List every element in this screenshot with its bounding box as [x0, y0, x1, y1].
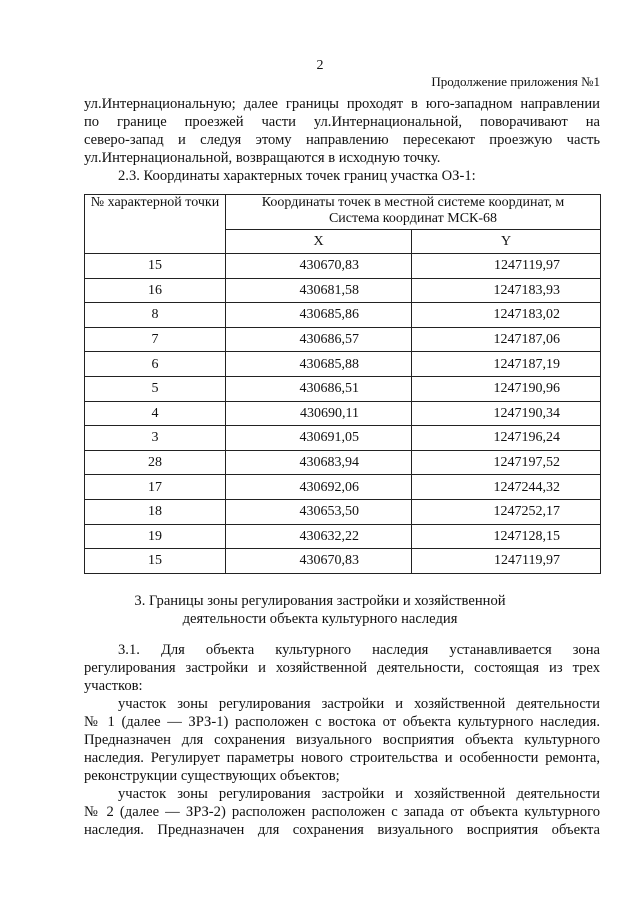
text-line: ул.Интернациональной, возвращаются в исходную точку. — [84, 150, 441, 166]
x-coordinate-cell: 430691,05 — [226, 426, 412, 451]
y-coordinate-cell: 1247252,17 — [412, 499, 601, 524]
coordinates-header-line1: Координаты точек в местной системе координат, м — [261, 195, 565, 210]
point-number-cell: 7 — [85, 327, 226, 352]
point-number-cell: 15 — [85, 254, 226, 279]
point-number-cell: 16 — [85, 278, 226, 303]
point-number-cell: 4 — [85, 401, 226, 426]
text-line: участок зоны регулирования застройки и хозяйственной деятельности — [118, 786, 600, 802]
point-number-cell: 19 — [85, 524, 226, 549]
table-body — [85, 254, 601, 574]
y-coordinate-cell: 1247187,06 — [412, 327, 601, 352]
x-coordinate-cell: 430686,57 — [226, 327, 412, 352]
point-number-cell: 28 — [85, 450, 226, 475]
y-coordinate-cell: 1247190,34 — [412, 401, 601, 426]
x-coordinate-cell: 430632,22 — [226, 524, 412, 549]
x-header: X — [226, 230, 412, 254]
text-line: № 1 (далее — ЗРЗ-1) расположен с востока от объекта культурного наследия. — [84, 714, 600, 730]
text-line: регулирования застройки и хозяйственной деятельности, состоящая из трех — [84, 660, 600, 676]
text-line: Предназначен для сохранения визуального восприятия объекта культурного — [84, 732, 600, 748]
table-row — [85, 426, 601, 451]
coordinates-subheading: 2.3. Координаты характерных точек границ участка ОЗ-1: — [118, 168, 476, 184]
text-line: реконструкции существующих объектов; — [84, 768, 340, 784]
table-row — [85, 303, 601, 328]
x-coordinate-cell: 430683,94 — [226, 450, 412, 475]
point-number-cell: 3 — [85, 426, 226, 451]
table-row — [85, 254, 601, 279]
x-coordinate-cell: 430692,06 — [226, 475, 412, 500]
text-line: участков: — [84, 678, 143, 694]
text-line: наследия. Предназначен для сохранения визуального восприятия объекта — [84, 822, 600, 838]
table-row — [85, 475, 601, 500]
x-coordinate-cell: 430690,11 — [226, 401, 412, 426]
y-coordinate-cell: 1247197,52 — [412, 450, 601, 475]
x-coordinate-cell: 430681,58 — [226, 278, 412, 303]
text-line: ул.Интернациональную; далее границы проходят в юго-западном направлении — [84, 96, 600, 112]
section-title-line1: 3. Границы зоны регулирования застройки и хозяйственной — [134, 593, 506, 609]
point-number-cell: 15 — [85, 549, 226, 574]
y-coordinate-cell: 1247196,24 — [412, 426, 601, 451]
x-coordinate-cell: 430685,86 — [226, 303, 412, 328]
y-header: Y — [412, 230, 601, 254]
point-number-cell: 8 — [85, 303, 226, 328]
point-number-cell: 5 — [85, 376, 226, 401]
x-coordinate-cell: 430670,83 — [226, 549, 412, 574]
y-coordinate-cell: 1247119,97 — [412, 549, 601, 574]
x-coordinate-cell: 430670,83 — [226, 254, 412, 279]
section-title-line2: деятельности объекта культурного наследия — [182, 611, 458, 627]
appendix-note: Продолжение приложения №1 — [431, 74, 600, 89]
y-coordinate-cell: 1247128,15 — [412, 524, 601, 549]
x-coordinate-cell: 430686,51 — [226, 376, 412, 401]
text-line: участок зоны регулирования застройки и хозяйственной деятельности — [118, 696, 600, 712]
y-coordinate-cell: 1247183,93 — [412, 278, 601, 303]
y-coordinate-cell: 1247190,96 — [412, 376, 601, 401]
text-line: по границе проезжей части ул.Интернациональной, поворачивают на — [84, 114, 600, 130]
page-number: 2 — [316, 58, 324, 73]
text-line: северо-запад и следуя этому направлению пересекают проезжую часть — [84, 132, 600, 148]
table-row — [85, 327, 601, 352]
y-coordinate-cell: 1247187,19 — [412, 352, 601, 377]
text-line: наследия. Регулирует параметры нового строительства и особенности ремонта, — [84, 750, 600, 766]
text-line: 3.1. Для объекта культурного наследия устанавливается зона — [118, 642, 600, 658]
point-number-cell: 17 — [85, 475, 226, 500]
table-row — [85, 499, 601, 524]
x-coordinate-cell: 430653,50 — [226, 499, 412, 524]
y-coordinate-cell: 1247183,02 — [412, 303, 601, 328]
table-row — [85, 450, 601, 475]
table-row — [85, 549, 601, 574]
table-row — [85, 376, 601, 401]
y-coordinate-cell: 1247119,97 — [412, 254, 601, 279]
coordinates-header-line2: Система координат МСК-68 — [328, 211, 498, 226]
text-line: № 2 (далее — ЗРЗ-2) расположен расположен с запада от объекта культурного — [84, 804, 600, 820]
table-row — [85, 352, 601, 377]
point-number-header: № характерной точки — [85, 195, 226, 254]
table-row — [85, 524, 601, 549]
coordinates-group-header — [226, 195, 601, 230]
coordinates-table — [84, 194, 601, 574]
table-row — [85, 401, 601, 426]
x-coordinate-cell: 430685,88 — [226, 352, 412, 377]
point-number-cell: 6 — [85, 352, 226, 377]
table-row — [85, 278, 601, 303]
y-coordinate-cell: 1247244,32 — [412, 475, 601, 500]
point-number-cell: 18 — [85, 499, 226, 524]
